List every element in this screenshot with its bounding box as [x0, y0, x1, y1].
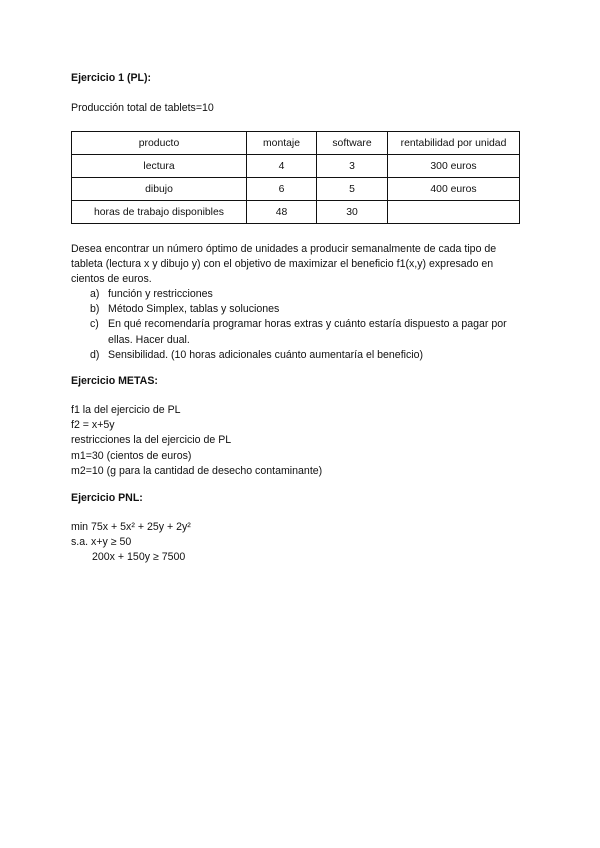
- table-cell: 48: [247, 201, 317, 224]
- table-cell: 30: [317, 201, 388, 224]
- metas-line: f2 = x+5y: [71, 419, 115, 432]
- pnl-objective: min 75x + 5x² + 25y + 2y²: [71, 521, 191, 533]
- pnl-title: Ejercicio PNL:: [71, 492, 143, 504]
- exercise-1-description: [71, 242, 541, 288]
- exercise-1-title: Ejercicio 1 (PL):: [71, 72, 152, 84]
- table-cell: lectura: [72, 155, 247, 178]
- list-marker: b): [90, 303, 100, 316]
- table-header-cell: producto: [72, 132, 247, 155]
- task-list: [90, 287, 540, 363]
- table-header-row: [72, 132, 520, 155]
- pnl-constraint: s.a. x+y ≥ 50: [71, 536, 132, 549]
- description-line: cientos de euros.: [71, 273, 152, 286]
- metas-line: m1=30 (cientos de euros): [71, 449, 192, 462]
- list-marker: c): [90, 318, 99, 331]
- table-cell: horas de trabajo disponibles: [72, 201, 247, 224]
- list-item-line: ellas. Hacer dual.: [108, 333, 190, 346]
- table-header-cell: rentabilidad por unidad: [388, 132, 520, 155]
- table-cell: 5: [317, 178, 388, 201]
- table-cell: dibujo: [72, 178, 247, 201]
- list-item-text: Método Simplex, tablas y soluciones: [108, 303, 280, 316]
- metas-title: Ejercicio METAS:: [71, 375, 158, 387]
- table-row: [72, 201, 520, 224]
- metas-line: m2=10 (g para la cantidad de desecho contaminante): [71, 464, 323, 477]
- list-item: [90, 317, 540, 347]
- table-row: [72, 178, 520, 201]
- list-item: [90, 302, 540, 317]
- table-cell: 400 euros: [388, 178, 520, 201]
- list-item-text: [108, 317, 507, 347]
- metas-line: restricciones la del ejercicio de PL: [71, 434, 232, 447]
- list-item-line: En qué recomendaría programar horas extras y cuánto estaría dispuesto a pagar por: [108, 318, 507, 331]
- metas-body: [71, 403, 322, 479]
- table-cell: 4: [247, 155, 317, 178]
- pnl-body: [71, 520, 191, 566]
- list-item: [90, 348, 540, 363]
- table-header-cell: software: [317, 132, 388, 155]
- list-marker: a): [90, 288, 100, 300]
- table-header-cell: montaje: [247, 132, 317, 155]
- table-cell: [388, 201, 520, 224]
- list-item-text: Sensibilidad. (10 horas adicionales cuánto aumentaría el beneficio): [108, 348, 424, 361]
- table-cell: 3: [317, 155, 388, 178]
- production-table: [71, 131, 520, 224]
- table-cell: 300 euros: [388, 155, 520, 178]
- exercise-1-intro: Producción total de tablets=10: [71, 102, 214, 114]
- metas-line: f1 la del ejercicio de PL: [71, 404, 181, 416]
- list-item-text: función y restricciones: [108, 288, 213, 300]
- pnl-constraint: 200x + 150y ≥ 7500: [92, 551, 186, 564]
- description-line: Desea encontrar un número óptimo de unidades a producir semanalmente de cada tipo de: [71, 243, 497, 255]
- list-marker: d): [90, 348, 100, 361]
- table-row: [72, 155, 520, 178]
- description-line: tableta (lectura x y dibujo y) con el objetivo de maximizar el beneficio f1(x,y) expresado en: [71, 258, 494, 271]
- list-item: [90, 287, 540, 302]
- table-cell: 6: [247, 178, 317, 201]
